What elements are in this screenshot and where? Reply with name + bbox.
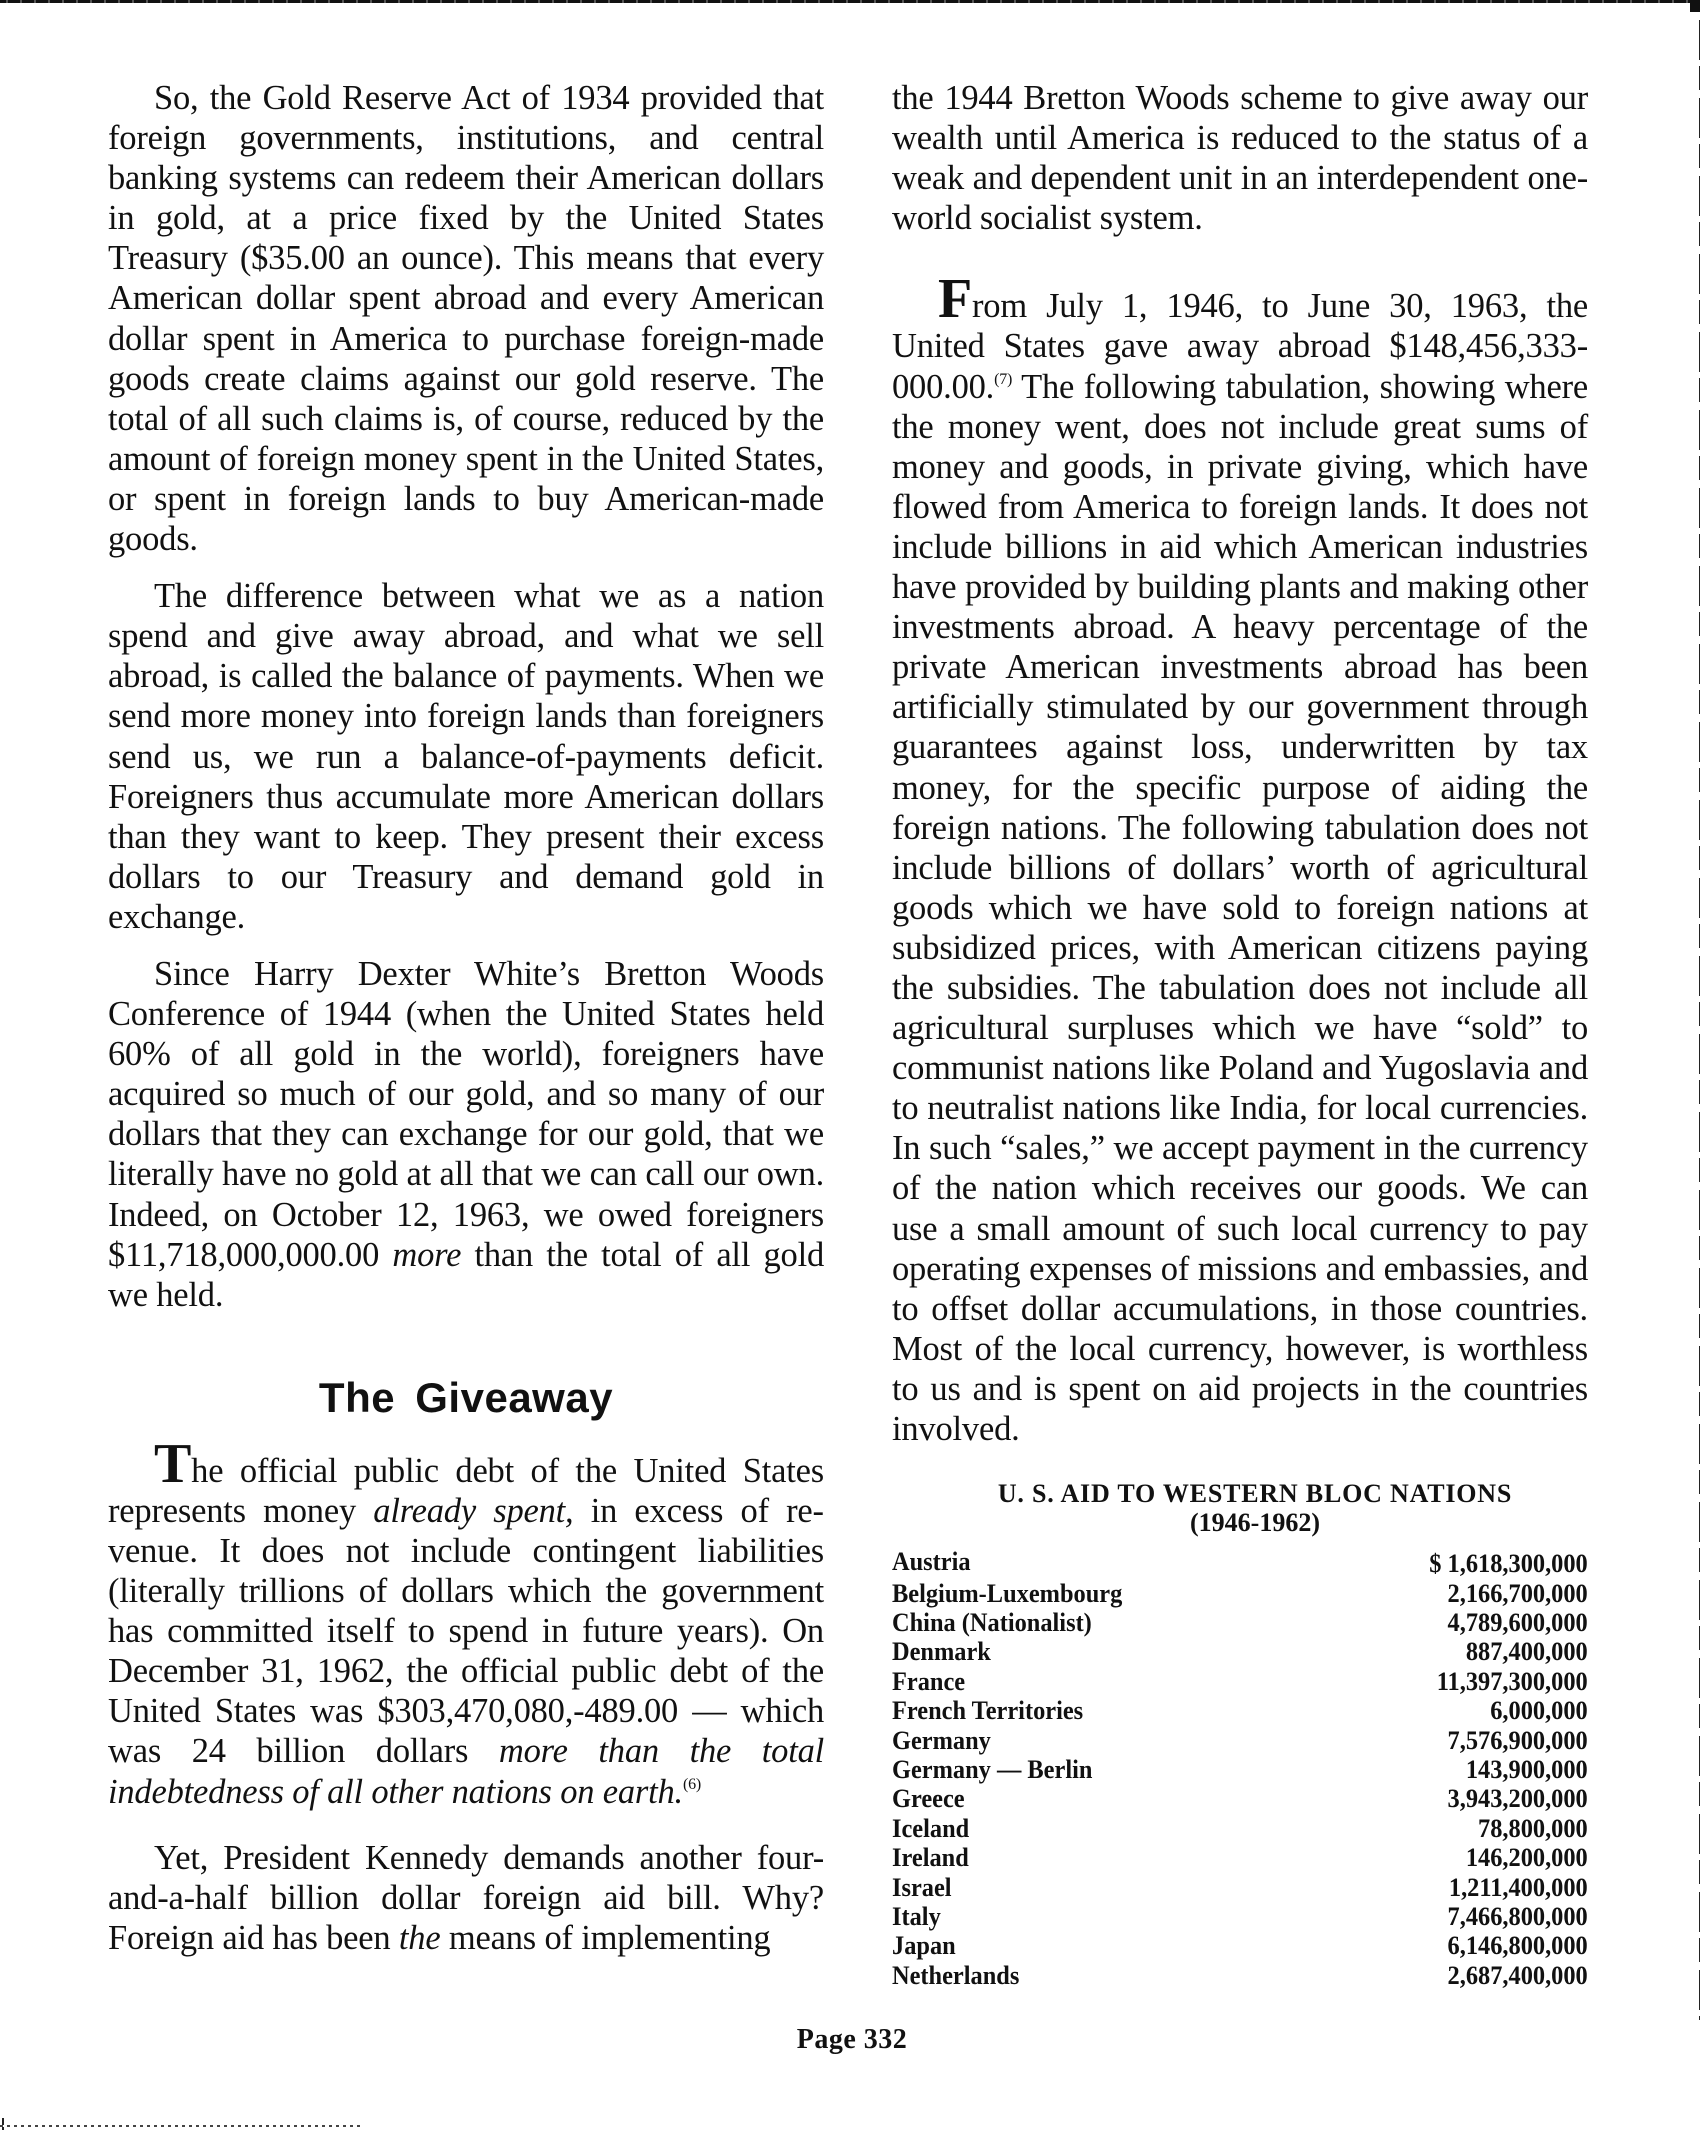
- footnote-ref-6: (6): [683, 1775, 702, 1793]
- text-run: he official public debt of the United States represents money: [108, 1451, 824, 1530]
- table-row: [892, 1579, 1588, 1608]
- text-run: Since Harry Dexter White’s Bretton Woods Conference of 1944 (when the United States held 60% of all gold in the world), foreigners have acquired so much of our gold, and so many of our dollars that they can exchange for our gold, that we literally have no gold at all that we can call our own. Indeed, on October 12, 1963, we owed foreigners $11,718,000,000.00: [108, 954, 824, 1274]
- scan-corner-mark: [1690, 0, 1700, 12]
- aid-amount: 1,211,400,000: [1449, 1871, 1588, 1902]
- aid-amount: 11,397,300,000: [1436, 1665, 1588, 1696]
- scan-bottom-marks: [0, 2125, 360, 2127]
- table-row: [892, 1902, 1588, 1931]
- text-run: in excess of revenue. It does not include contingent liabilities (literally trillions of dollars which the government has committed itself to spend in future years). On December 31, 1962, the official public debt of the United States was $303,470,080,-489.00 — which was 24 billion dollars: [108, 1491, 825, 1771]
- table-row: [892, 1961, 1588, 1990]
- country-name: Germany: [892, 1724, 991, 1755]
- text-run: Yet, President Kennedy demands another four-and-a-half billion dollar foreign aid bill. Why? Foreign aid has been: [108, 1838, 824, 1957]
- emphasis-more-than: more than the total indebtedness of all other nations on earth.: [108, 1732, 825, 1811]
- country-name: Ireland: [892, 1842, 969, 1873]
- emphasis-more: more: [392, 1235, 462, 1274]
- paragraph-giveaway-total: [892, 268, 1588, 1449]
- table-row: [892, 1637, 1588, 1666]
- table-row: [892, 1873, 1588, 1902]
- country-name: Belgium-Luxembourg: [892, 1577, 1123, 1608]
- aid-table: [892, 1545, 1588, 1990]
- paragraph-public-debt: [108, 1432, 825, 1812]
- paragraph-balance-of-payments: The difference between what we as a nation spend and give away abroad, and what we sell abroad, is called the balance of payments. When we send more money into foreign lands than foreigners send us, we run a balance-of-payments deficit. Foreigners thus accumulate more American dollars than they want to keep. They present their excess dollars to our Treasury and demand gold in exchange.: [108, 577, 824, 936]
- table-row: [892, 1726, 1588, 1755]
- aid-amount: 6,146,800,000: [1447, 1930, 1588, 1961]
- table-row: [892, 1931, 1588, 1960]
- text-run: than the total of all gold we held.: [108, 1235, 824, 1314]
- country-name: Italy: [892, 1900, 941, 1931]
- country-name: France: [892, 1665, 966, 1696]
- paragraph-gold-reserve-act: So, the Gold Reserve Act of 1934 provided that foreign governments, institutions, and central banking systems can redeem their American dollars in gold, at a price fixed by the United States Treasury ($35.00 an ounce). This means that every American dollar spent abroad and every American dollar spent in America to purchase foreign-made goods create claims against our gold reserve. The total of all such claims is, of course, reduced by the amount of foreign money spent in the United States, or spent in foreign lands to buy American-made goods.: [108, 79, 824, 559]
- text-run: means of implementing: [440, 1918, 771, 1957]
- text-run: The following tabulation, showing where the money went, does not include great sums of money and goods, in private giving, which have flowed from America to foreign lands. It does not include billions in aid which American industries have provided by building plants and making other investments abroad. A heavy percentage of the private American investments abroad has been artificially stimulated by our government through guarantees against loss, underwritten by tax money, for the specific purpose of aiding the foreign nations. The following tabulation does not include billions of dollars’ worth of agricultural goods which we have sold to foreign nations at subsidized prices, with American citizens paying the subsidies. The tabulation does not include all agricultural surpluses which we have “sold” to communist nations like Poland and Yugoslavia and to neutralist nations like India, for local currencies. In such “sales,” we accept payment in the currency of the nation which receives our goods. We can use a small amount of such local currency to pay operating expenses of missions and embassies, and to offset dollar accumulations, in those countries. Most of the local currency, however, is worthless to us and is spent on aid projects in the countries involved.: [892, 367, 1588, 1448]
- paragraph-kennedy-foreign-aid: [108, 1838, 824, 1958]
- paragraph-bretton-woods: [108, 954, 824, 1315]
- aid-amount: 2,687,400,000: [1447, 1959, 1588, 1990]
- aid-amount: 78,800,000: [1478, 1812, 1588, 1843]
- table-row: [892, 1814, 1588, 1843]
- table-row: [892, 1696, 1588, 1725]
- table-row: [892, 1755, 1588, 1784]
- table-title: U. S. AID TO WESTERN BLOC NATIONS: [997, 1479, 1513, 1509]
- country-name: Iceland: [892, 1812, 970, 1843]
- country-name: Netherlands: [892, 1959, 1020, 1990]
- emphasis-already-spent: already spent,: [373, 1491, 574, 1530]
- country-name: China (Nationalist): [892, 1606, 1092, 1637]
- scan-top-border: [0, 0, 1700, 3]
- aid-amount: 3,943,200,000: [1447, 1783, 1588, 1814]
- aid-amount: 887,400,000: [1466, 1636, 1588, 1667]
- drop-cap: F: [938, 268, 973, 331]
- country-name: Germany — Berlin: [892, 1753, 1093, 1784]
- table-row: [892, 1843, 1588, 1872]
- country-name: Denmark: [892, 1636, 991, 1667]
- text-run: rom July 1, 1946, to June 30, 1963, the United States gave away abroad $148,456,333-000.00.: [892, 287, 1588, 406]
- table-row: [892, 1608, 1588, 1637]
- aid-amount: $ 1,618,300,000: [1429, 1548, 1588, 1579]
- aid-table-block: [892, 1479, 1588, 1990]
- right-column: [892, 78, 1588, 1990]
- footnote-ref-7: (7): [994, 370, 1013, 388]
- country-name: Japan: [892, 1930, 956, 1961]
- paragraph-bretton-woods-scheme: the 1944 Bretton Woods scheme to give away our wealth until America is reduced to the status of a weak and dependent unit in an interdependent one-world socialist system.: [892, 79, 1588, 238]
- aid-amount: 143,900,000: [1466, 1753, 1588, 1784]
- aid-amount: 2,166,700,000: [1447, 1577, 1588, 1608]
- page-number: Page 332: [796, 2024, 908, 2055]
- country-name: Israel: [892, 1871, 952, 1902]
- country-name: French Territories: [892, 1695, 1084, 1726]
- scan-bottom-tick: [2, 2118, 4, 2130]
- table-row: [892, 1667, 1588, 1696]
- aid-amount: 146,200,000: [1466, 1842, 1588, 1873]
- left-column: [108, 78, 824, 1958]
- table-row: [892, 1784, 1588, 1813]
- aid-amount: 6,000,000: [1490, 1695, 1588, 1726]
- country-name: Austria: [892, 1546, 971, 1577]
- section-heading-giveaway: The Giveaway: [318, 1373, 614, 1421]
- aid-amount: 7,466,800,000: [1447, 1900, 1588, 1931]
- aid-amount: 4,789,600,000: [1447, 1606, 1588, 1637]
- aid-amount: 7,576,900,000: [1447, 1724, 1588, 1755]
- table-row: [892, 1545, 1588, 1578]
- emphasis-the: the: [398, 1918, 441, 1957]
- table-subtitle: (1946-1962): [1190, 1508, 1320, 1538]
- country-name: Greece: [892, 1783, 965, 1814]
- drop-cap: T: [154, 1432, 192, 1495]
